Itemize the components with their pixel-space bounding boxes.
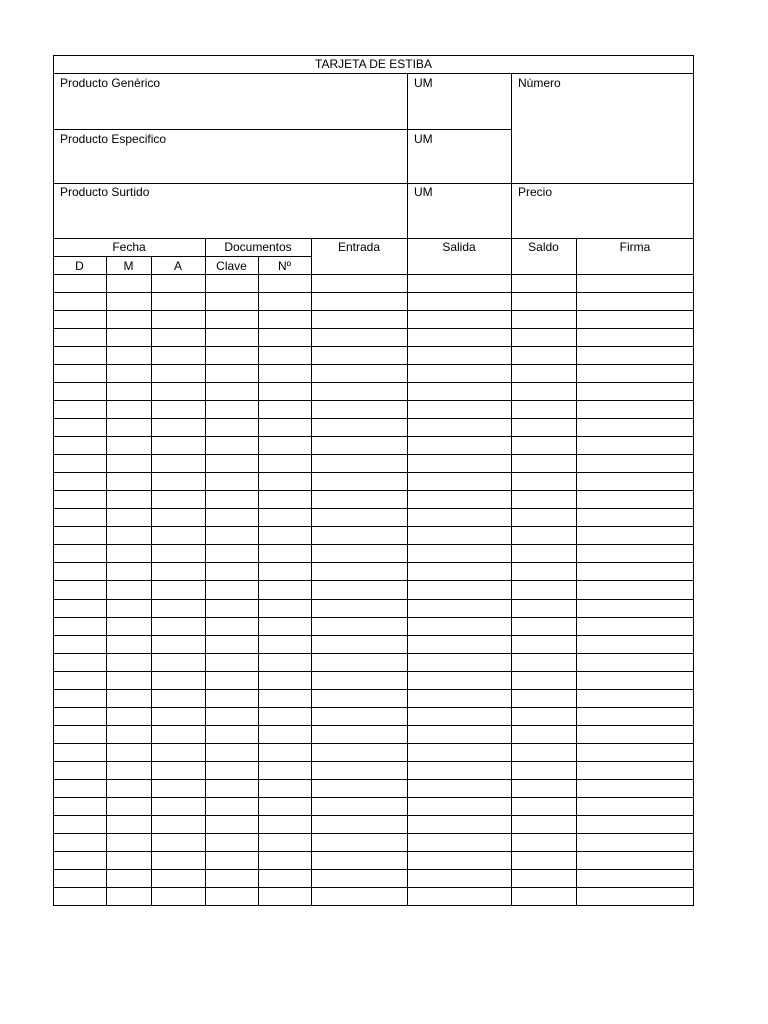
precio-field[interactable]: [512, 184, 693, 238]
numero-label: Nùmero: [518, 76, 561, 90]
col-header-documentos: Documentos: [224, 240, 292, 254]
um-field-2[interactable]: [408, 130, 511, 183]
producto-especifico-field[interactable]: [54, 130, 407, 183]
col-subheader-a: A: [173, 259, 182, 273]
ledger-row-lines: [53, 293, 694, 888]
col-header-entrada: Entrada: [337, 240, 381, 254]
um-label-3: UM: [414, 185, 433, 199]
col-header-fecha: Fecha: [112, 240, 146, 254]
col-subheader-d: D: [75, 259, 84, 273]
um-label-1: UM: [414, 76, 433, 90]
um-field-1[interactable]: [408, 74, 511, 129]
col-header-salida: Salida: [442, 240, 476, 254]
producto-surtido-label: Producto Surtido: [60, 185, 150, 199]
col-header-firma: Firma: [619, 240, 651, 254]
producto-surtido-field[interactable]: [54, 184, 407, 238]
col-subheader-no: Nº: [277, 259, 292, 273]
col-subheader-m: M: [123, 259, 134, 273]
numero-field[interactable]: [512, 74, 693, 183]
producto-generico-field[interactable]: [54, 74, 407, 129]
col-header-saldo: Saldo: [528, 240, 559, 254]
precio-label: Precio: [518, 185, 553, 199]
um-field-3[interactable]: [408, 184, 511, 238]
col-subheader-clave: Clave: [216, 259, 247, 273]
um-label-2: UM: [414, 132, 433, 146]
card-title: TARJETA DE ESTIBA: [315, 57, 432, 71]
producto-especifico-label: Producto Especifico: [60, 132, 167, 146]
producto-generico-label: Producto Genèrico: [60, 76, 161, 90]
